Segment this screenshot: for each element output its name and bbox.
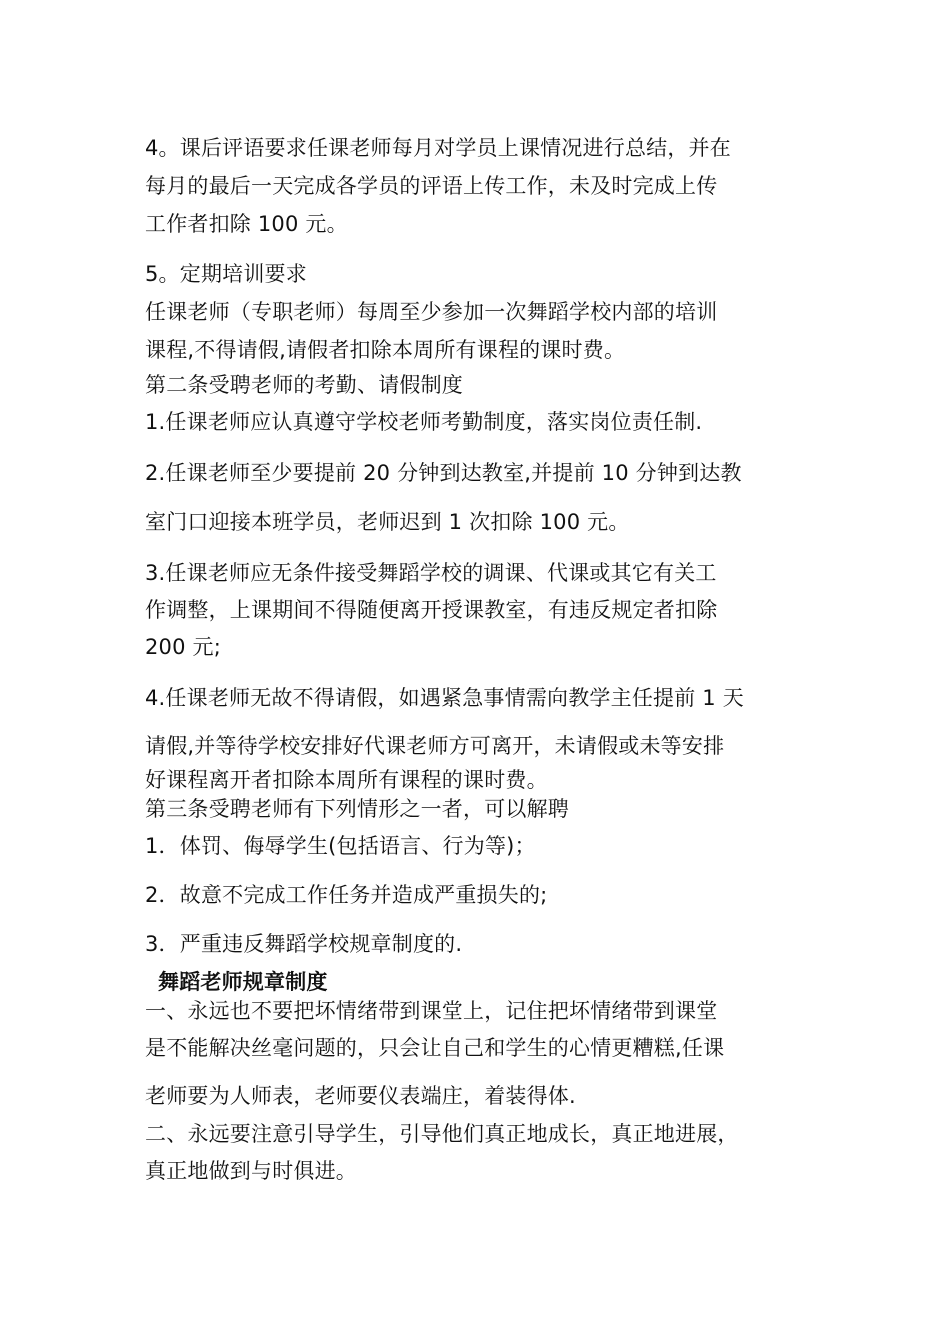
text-line-10: 室门口迎接本班学员，老师迟到 1 次扣除 100 元。 xyxy=(145,510,630,534)
text-line-8: 1.任课老师应认真遵守学校老师考勤制度，落实岗位责任制. xyxy=(145,410,703,434)
text-line-18: 1．体罚、侮辱学生(包括语言、行为等)； xyxy=(145,834,536,858)
text-line-22: 一、永远也不要把坏情绪带到课堂上，记住把坏情绪带到课堂 xyxy=(145,999,718,1023)
text-line-25: 二、永远要注意引导学生，引导他们真正地成长，真正地进展， xyxy=(145,1122,739,1146)
text-line-15: 请假,并等待学校安排好代课老师方可离开，未请假或未等安排 xyxy=(145,734,725,758)
text-line-19: 2．故意不完成工作任务并造成严重损失的; xyxy=(145,883,548,907)
text-line-14: 4.任课老师无故不得请假，如遇紧急事情需向教学主任提前 1 天 xyxy=(145,686,744,710)
text-line-13: 200 元; xyxy=(145,635,222,659)
text-line-11: 3.任课老师应无条件接受舞蹈学校的调课、代课或其它有关工 xyxy=(145,561,717,585)
text-line-3: 工作者扣除 100 元。 xyxy=(145,212,348,236)
text-line-7: 第二条受聘老师的考勤、请假制度 xyxy=(145,373,463,397)
section-heading: 舞蹈老师规章制度 xyxy=(158,970,328,994)
text-line-17: 第三条受聘老师有下列情形之一者，可以解聘 xyxy=(145,797,569,821)
text-line-2: 每月的最后一天完成各学员的评语上传工作，未及时完成上传 xyxy=(145,174,718,198)
text-line-12: 作调整，上课期间不得随便离开授课教室，有违反规定者扣除 xyxy=(145,598,718,622)
text-line-9: 2.任课老师至少要提前 20 分钟到达教室,并提前 10 分钟到达教 xyxy=(145,461,742,485)
text-line-4: 5。定期培训要求 xyxy=(145,262,307,286)
text-line-16: 好课程离开者扣除本周所有课程的课时费。 xyxy=(145,768,548,792)
text-line-20: 3．严重违反舞蹈学校规章制度的. xyxy=(145,932,463,956)
text-line-26: 真正地做到与时俱进。 xyxy=(145,1159,357,1183)
text-line-5: 任课老师（专职老师）每周至少参加一次舞蹈学校内部的培训 xyxy=(145,300,718,324)
text-line-23: 是不能解决丝毫问题的，只会让自己和学生的心情更糟糕,任课 xyxy=(145,1036,725,1060)
text-line-6: 课程,不得请假,请假者扣除本周所有课程的课时费。 xyxy=(145,338,626,362)
text-line-24: 老师要为人师表，老师要仪表端庄，着装得体. xyxy=(145,1084,576,1108)
text-line-1: 4。课后评语要求任课老师每月对学员上课情况进行总结，并在 xyxy=(145,136,731,160)
